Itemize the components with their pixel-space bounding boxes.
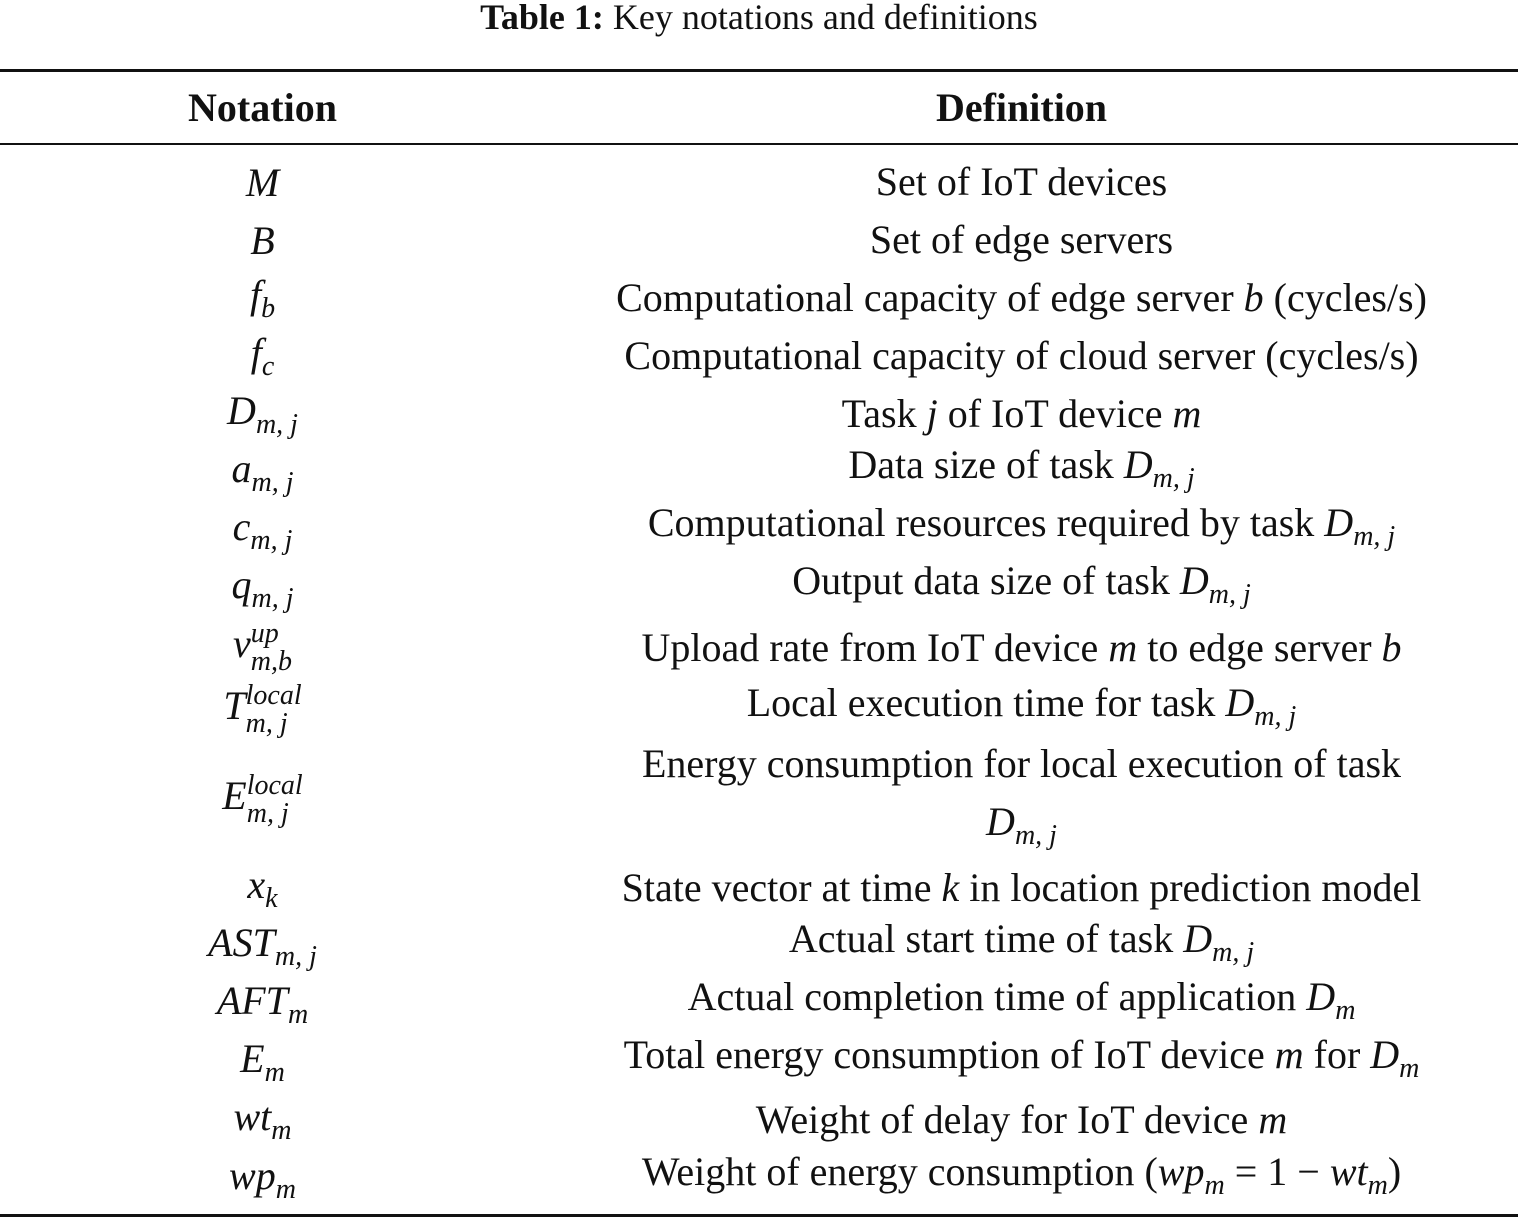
notation-cell: $c_{m, j}$: [232, 504, 293, 556]
table-row: [0, 679, 1518, 741]
definition-cell: Weight of delay for IoT device m: [755, 1097, 1288, 1142]
notation-cell: T local m, j: [223, 680, 302, 739]
definition-cell: Total energy consumption of IoT device m for $D_m$: [623, 1032, 1420, 1084]
notation-cell: $AST_{m, j}$: [208, 920, 317, 972]
table-row: [0, 917, 1518, 975]
definition-cell: Set of IoT devices: [875, 159, 1168, 204]
notation-cell: $D_{m, j}$: [227, 388, 298, 440]
definition-cell: Computational capacity of cloud server (cycles/s): [624, 333, 1419, 378]
table-row: [0, 975, 1518, 1033]
notation-cell: $E_m$: [240, 1036, 285, 1088]
notation-cell: E local m, j: [222, 770, 303, 829]
header-rule: [0, 143, 1518, 145]
definition-cell: State vector at time k in location prediction model: [621, 865, 1422, 910]
definition-cell: Actual start time of task $D_{m, j}$: [788, 916, 1255, 968]
table-row: [0, 1091, 1518, 1149]
table-row: [0, 153, 1518, 211]
notation-cell: $q_{m, j}$: [231, 562, 294, 614]
definition-cell: Computational resources required by task $D_{m, j}$: [647, 500, 1396, 552]
notation-cell: $AFT_m$: [216, 978, 309, 1030]
table-row: [0, 741, 1518, 859]
table-row: [0, 1149, 1518, 1209]
definition-cell: Task j of IoT device m: [841, 391, 1202, 436]
table-row: [0, 501, 1518, 559]
notation-cell: $a_{m, j}$: [231, 446, 294, 498]
definition-cell: Computational capacity of edge server b (cycles/s): [616, 275, 1427, 320]
definition-cell: Local execution time for task $D_{m, j}$: [746, 680, 1297, 732]
table-row: [0, 1033, 1518, 1091]
table-row: [0, 385, 1518, 443]
definition-cell: Output data size of task $D_{m, j}$: [792, 558, 1251, 610]
notation-cell: $f_c$: [250, 330, 275, 382]
table-row: [0, 559, 1518, 617]
table-row: [0, 443, 1518, 501]
definition-cell: Energy consumption for local execution of task $D_{m, j}$: [641, 741, 1402, 851]
notation-cell: $wt_m$: [233, 1094, 292, 1146]
bottom-rule: [0, 1214, 1518, 1217]
header-definition: Definition: [935, 85, 1108, 130]
table-row: [0, 211, 1518, 269]
definition-cell: Actual completion time of application $D_m$: [687, 974, 1356, 1026]
header-notation: Notation: [188, 85, 337, 130]
table-caption: [0, 0, 1518, 37]
definition-cell: Upload rate from IoT device m to edge server b: [641, 625, 1402, 670]
notation-cell: B: [250, 217, 275, 263]
table-row: [0, 617, 1518, 679]
definition-cell: Data size of task $D_{m, j}$: [848, 442, 1195, 494]
table-row: [0, 859, 1518, 917]
notation-cell: v up m,b: [233, 618, 292, 677]
notation-cell: $x_k$: [247, 862, 278, 914]
table-row: [0, 327, 1518, 385]
caption-label: Table 1:: [480, 0, 604, 37]
caption-text: Key notations and definitions: [612, 0, 1038, 37]
definition-cell: Set of edge servers: [869, 217, 1174, 262]
notation-cell: $f_b$: [249, 272, 276, 324]
notation-cell: M: [245, 159, 280, 205]
table-row: [0, 269, 1518, 327]
notation-cell: $wp_m$: [229, 1153, 296, 1205]
definition-cell: Weight of energy consumption $(wp_m = 1 - wt_m)$: [641, 1149, 1402, 1201]
